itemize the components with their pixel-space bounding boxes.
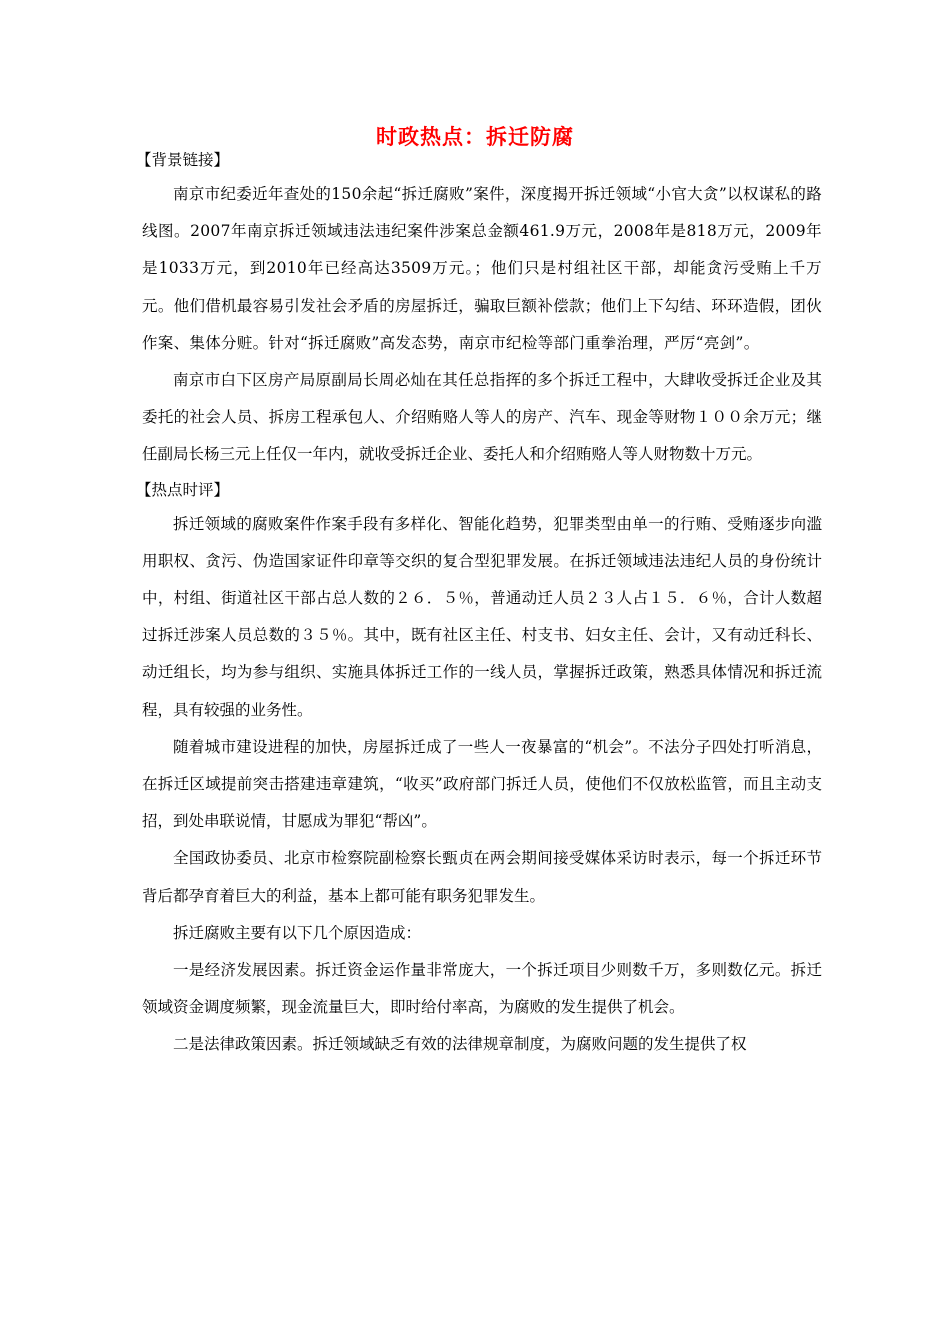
- page-title: 时政热点：拆迁防腐: [376, 125, 574, 149]
- paragraph: 拆迁腐败主要有以下几个原因造成：: [173, 923, 422, 942]
- paragraph: 一是经济发展因素。拆迁资金运作量非常庞大，一个拆迁项目少则数千万，多则数亿元。拆迁领域资金调度频繁，现金流量巨大，即时给付率高，为腐败的发生提供了机会。: [142, 961, 822, 1017]
- paragraph: 随着城市建设进程的加快，房屋拆迁成了一些人一夜暴富的“机会”。不法分子四处打听消息，在拆迁区域提前突击搭建违章建筑，“收买”政府部门拆迁人员，使他们不仅放松监管，而且主动支招，到处串联说情，甘愿成为罪犯“帮凶”。: [142, 737, 822, 831]
- paragraph: 二是法律政策因素。拆迁领域缺乏有效的法律规章制度，为腐败问题的发生提供了权: [173, 1035, 747, 1054]
- section-heading-background: 【背景链接】: [136, 151, 230, 169]
- paragraph: 全国政协委员、北京市检察院副检察长甄贞在两会期间接受媒体采访时表示，每一个拆迁环节背后都孕育着巨大的利益，基本上都可能有职务犯罪发生。: [142, 849, 822, 905]
- paragraph: 南京市白下区房产局原副局长周必灿在其任总指挥的多个拆迁工程中，大肆收受拆迁企业及其委托的社会人员、拆房工程承包人、介绍贿赂人等人的房产、汽车、现金等财物１００余万元；继任副局长杨三元上任仅一年内，就收受拆迁企业、委托人和介绍贿赂人等人财物数十万元。: [142, 371, 822, 464]
- paragraph: 南京市纪委近年查处的150余起“拆迁腐败”案件，深度揭开拆迁领域“小官大贪”以权谋私的路线图。2007年南京拆迁领域违法违纪案件涉案总金额461.9万元，2008年是818万元，2009年是1033万元，到2010年已经高达3509万元。；他们只是村组社区干部，却能贪污受贿上千万元。他们借机最容易引发社会矛盾的房屋拆迁，骗取巨额补偿款；他们上下勾结、环环造假，团伙作案、集体分赃。针对“拆迁腐败”高发态势，南京市纪检等部门重拳治理，严厉“亮剑”。: [142, 185, 822, 352]
- section-heading-commentary: 【热点时评】: [136, 480, 230, 499]
- article-body: [136, 144, 822, 1064]
- paragraph: 拆迁领域的腐败案件作案手段有多样化、智能化趋势，犯罪类型由单一的行贿、受贿逐步向滥用职权、贪污、伪造国家证件印章等交织的复合型犯罪发展。在拆迁领域违法违纪人员的身份统计中，村组、街道社区干部占总人数的２６．５％，普通动迁人员２３人占１５．６％，合计人数超过拆迁涉案人员总数的３５％。其中，既有社区主任、村支书、妇女主任、会计，又有动迁科长、动迁组长，均为参与组织、实施具体拆迁工作的一线人员，掌握拆迁政策，熟悉具体情况和拆迁流程，具有较强的业务性。: [142, 514, 822, 719]
